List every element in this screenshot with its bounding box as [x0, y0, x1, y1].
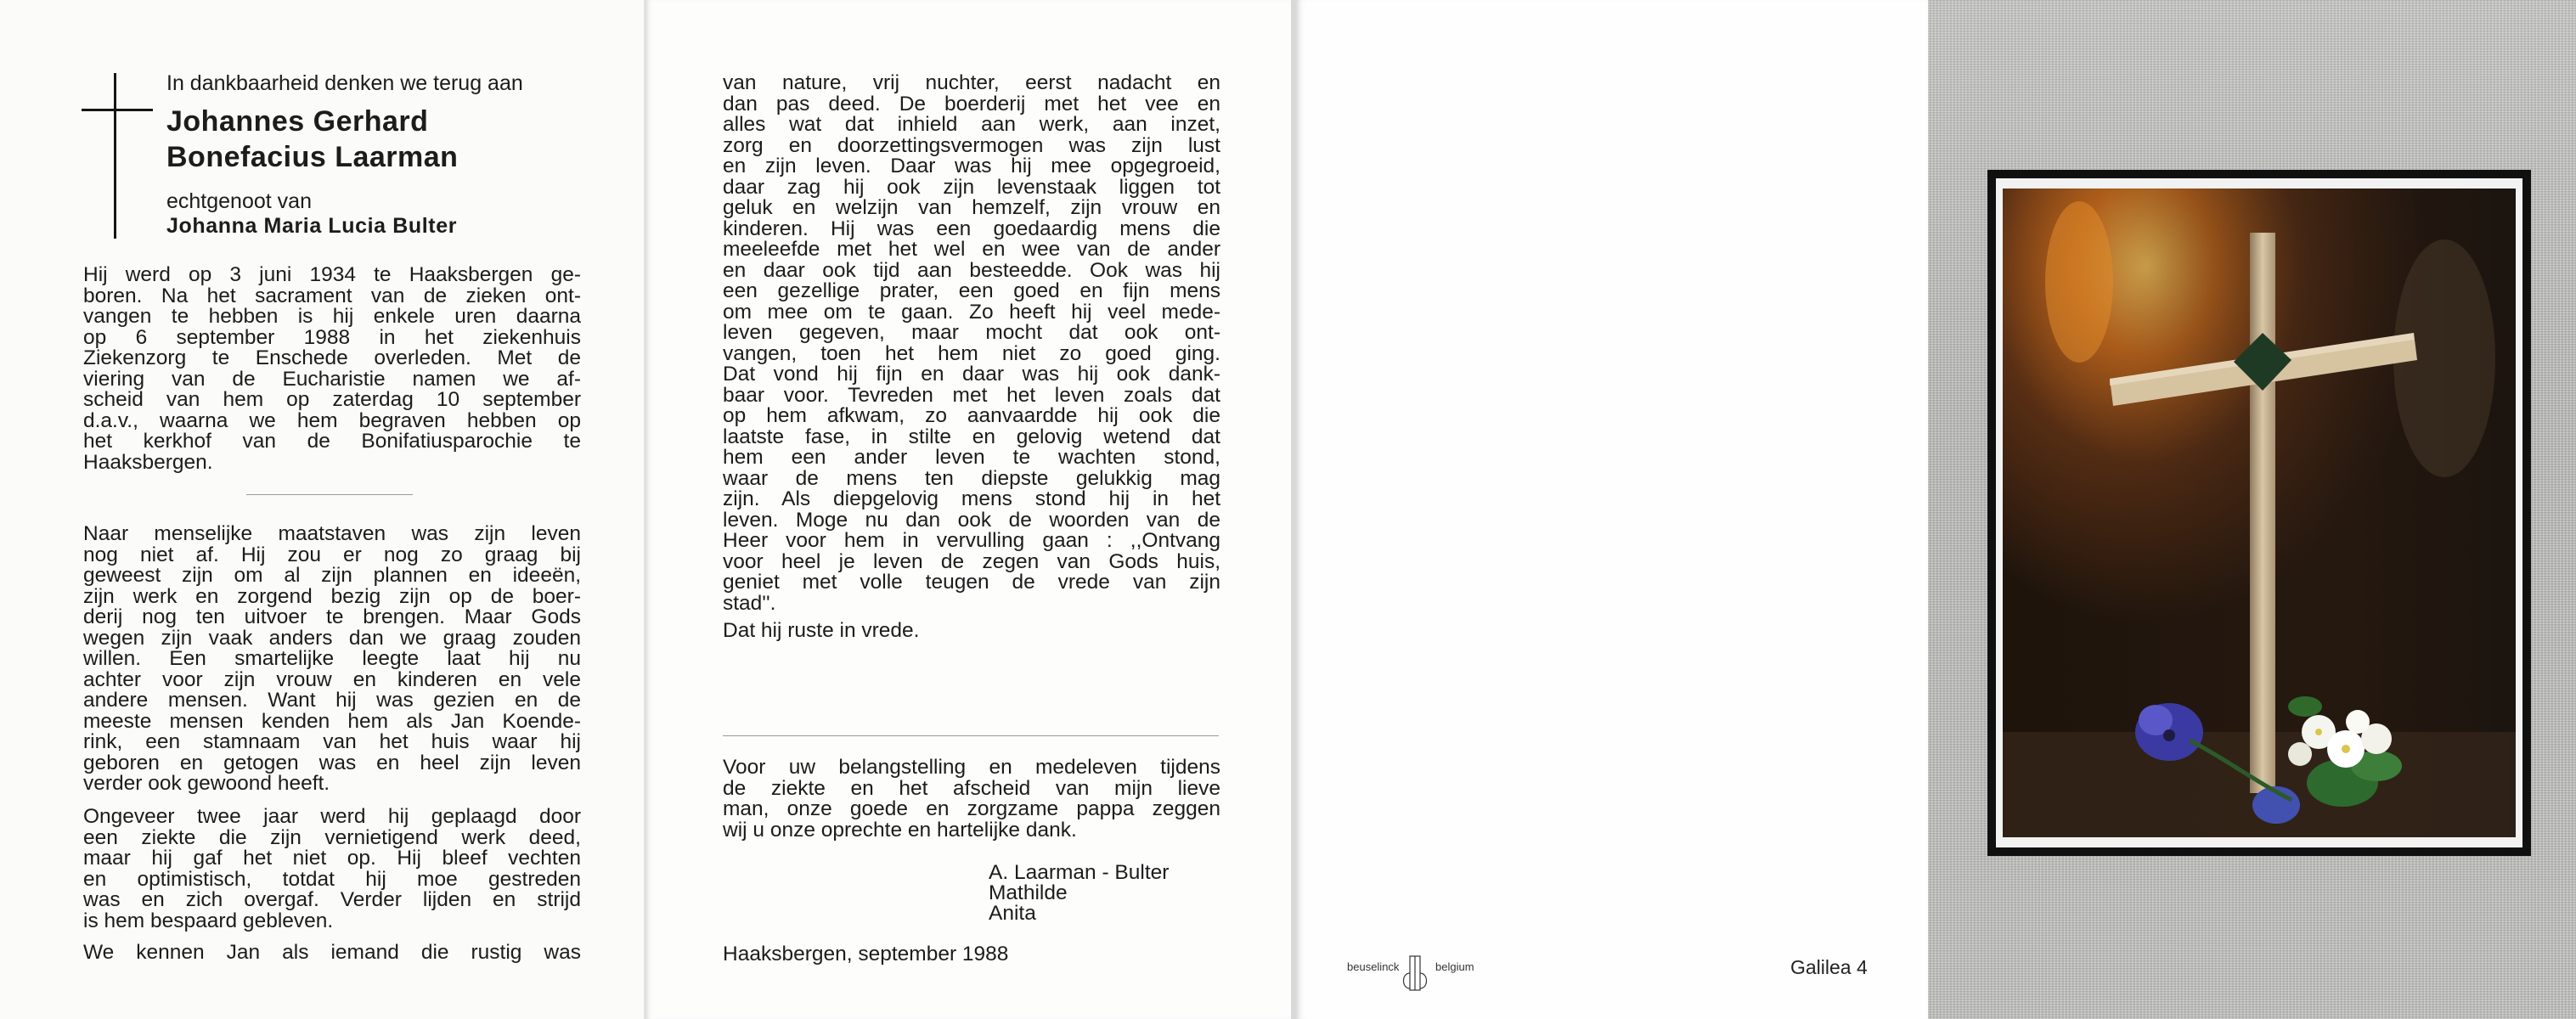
text-line: daar zag hij ook zijn levenstaak liggen tot [723, 175, 1220, 199]
text-line: stad''. [723, 591, 776, 615]
printer-monogram-icon [1396, 954, 1434, 992]
text-line: maar hij gaf het niet op. Hij bleef vechten [83, 847, 581, 870]
text-line: voor heel je leven de zegen van Gods huis, [723, 549, 1220, 573]
text-line: was en zich overgaf. Verder lijden en strijd [83, 888, 581, 911]
text-line: vangen, toen het hem niet zo goed ging. [723, 341, 1220, 365]
text-line: d.a.v., waarna we hem begraven hebben op [83, 408, 581, 432]
text-line: boren. Na het sacrament van de zieken ont- [83, 284, 581, 307]
text-line: en daar ook tijd aan besteedde. Ook was hij [723, 258, 1220, 282]
spouse-intro: echtgenoot van [166, 189, 312, 213]
card-page-inner-blank [1296, 0, 1928, 1019]
text-line: man, onze goede en zorgzame pappa zeggen [723, 797, 1220, 820]
text-line: wij u onze oprechte en hartelijke dank. [723, 818, 1077, 842]
text-line: een ziekte die zijn vernietigend werk deed, [83, 825, 581, 849]
text-line: is hem bespaard gebleven. [83, 909, 334, 932]
text-line: andere mensen. Want hij was gezien en de [83, 689, 581, 712]
biography-paragraph-3 [83, 807, 581, 932]
text-line: Naar menselijke maatstaven was zijn leven [83, 522, 581, 545]
text-line: vangen te hebben is hij enkele uren daarna [83, 305, 581, 328]
text-line: een gezellige prater, een goed en fijn mens [723, 279, 1220, 302]
intro-text: In dankbaarheid denken we terug aan [166, 71, 523, 95]
text-line: zijn werk en zorgend bezig zijn op de boer- [83, 584, 581, 608]
text-line: het kerkhof van de Bonifatiusparochie te [83, 430, 581, 453]
printer-country: belgium [1435, 960, 1474, 973]
text-line: derij nog ten uitvoer te brengen. Maar Gods [83, 605, 581, 628]
text-line: geboren en getogen was en heel zijn leven [83, 751, 581, 774]
text-line: rink, een stamnaam van het huis waar hij [83, 730, 581, 753]
text-line: dan pas deed. De boerderij met het vee en [723, 92, 1220, 115]
biography-paragraph-4 [83, 943, 581, 964]
deceased-name [166, 104, 523, 175]
cross-symbol-vertical [114, 73, 116, 239]
text-line: en optimistisch, totdat hij moe gestreden [83, 867, 581, 891]
text-line: leven. Moge nu dan ook de woorden van de [723, 508, 1220, 532]
text-line: kinderen. Hij was een goedaardig mens die [723, 217, 1220, 240]
text-line: op 6 september 1988 in het ziekenhuis [83, 325, 581, 349]
text-line: van nature, vrij nuchter, eerst nadacht en [723, 71, 1220, 94]
cross-symbol-horizontal [82, 109, 153, 111]
text-line: Voor uw belangstelling en medeleven tijdens [723, 756, 1220, 779]
printer-name: beuselinck [1347, 960, 1400, 973]
text-line: zorg en doorzettingsvermogen was zijn lust [723, 133, 1220, 157]
spouse-name: Johanna Maria Lucia Bulter [166, 214, 458, 238]
text-line: geluk en welzijn van hemzelf, zijn vrouw en [723, 196, 1220, 219]
text-line: wegen zijn vaak anders dan we graag zouden [83, 626, 581, 650]
text-line: en zijn leven. Daar was hij mee opgegroeid, [723, 155, 1220, 177]
biography-paragraph-2 [83, 524, 581, 795]
text-line: willen. Een smartelijke leegte laat hij nu [83, 647, 581, 670]
text-line: Dat vond hij fijn en daar was hij ook dank- [723, 363, 1220, 386]
series-label: Galilea 4 [1790, 956, 1868, 978]
text-line: Ziekenzorg te Enschede overleden. Met de [83, 346, 581, 369]
signatories [989, 863, 1169, 924]
text-line: We kennen Jan als iemand die rustig was [83, 941, 581, 964]
deceased-name-line1: Johannes Gerhard [166, 105, 429, 138]
place-date: Haaksbergen, september 1988 [723, 943, 1009, 966]
thanks-paragraph [723, 757, 1220, 841]
text-line: geniet met volle teugen de vrede van zijn [723, 571, 1220, 594]
biography-continued [723, 73, 1220, 614]
text-line: om mee om te gaan. Zo heeft hij veel mede- [723, 300, 1220, 324]
text-line: nog niet af. Hij zou er nog zo graag bij [83, 543, 581, 566]
text-line: Haaksbergen. [83, 450, 213, 474]
text-line: baar voor. Tevreden met het leven zoals dat [723, 383, 1220, 407]
thanks-divider [723, 735, 1219, 736]
text-line: hem een ander leven te wachten stond, [723, 446, 1220, 469]
text-line: op hem afkwam, zo aanvaardde hij ook die [723, 404, 1220, 427]
signatory: Mathilde [989, 881, 1068, 904]
text-line: alles wat dat inhield aan werk, aan inzet, [723, 113, 1220, 136]
text-line: Heer voor hem in vervulling gaan : ,,Ontvang [723, 529, 1220, 552]
text-line: meeste mensen kenden hem als Jan Koende- [83, 709, 581, 733]
closing-prayer: Dat hij ruste in vrede. [723, 619, 920, 642]
text-line: verder ook gewoond heeft. [83, 772, 330, 795]
cross-with-flowers-photo [2003, 189, 2516, 837]
section-divider [246, 494, 413, 495]
text-line: laatste fase, in stilte en gelovig wetend dat [723, 425, 1220, 448]
printer-logo [1347, 951, 1500, 1002]
text-line: de ziekte en het afscheid van mijn lieve [723, 776, 1220, 800]
text-line: scheid van hem op zaterdag 10 september [83, 388, 581, 411]
text-line: waar de mens ten diepste gelukkig mag [723, 466, 1220, 490]
signatory: Anita [989, 902, 1036, 925]
text-line: meeleefde met het wel en wee van de ander [723, 238, 1220, 261]
text-line: achter voor zijn vrouw en kinderen en vele [83, 667, 581, 691]
text-line: viering van de Eucharistie namen we af- [83, 367, 581, 391]
text-line: zijn. Als diepgelovig mens stond hij in het [723, 487, 1220, 510]
text-line: Ongeveer twee jaar werd hij geplaagd door [83, 805, 581, 828]
signatory: A. Laarman - Bulter [989, 861, 1170, 884]
biography-paragraph-1 [83, 265, 581, 473]
text-line: Hij werd op 3 juni 1934 te Haaksbergen ge- [83, 263, 581, 286]
deceased-name-line2: Bonefacius Laarman [166, 141, 459, 173]
text-line: leven gegeven, maar mocht dat ook ont- [723, 321, 1220, 344]
text-line: geweest zijn om al zijn plannen en ideeën, [83, 564, 581, 587]
